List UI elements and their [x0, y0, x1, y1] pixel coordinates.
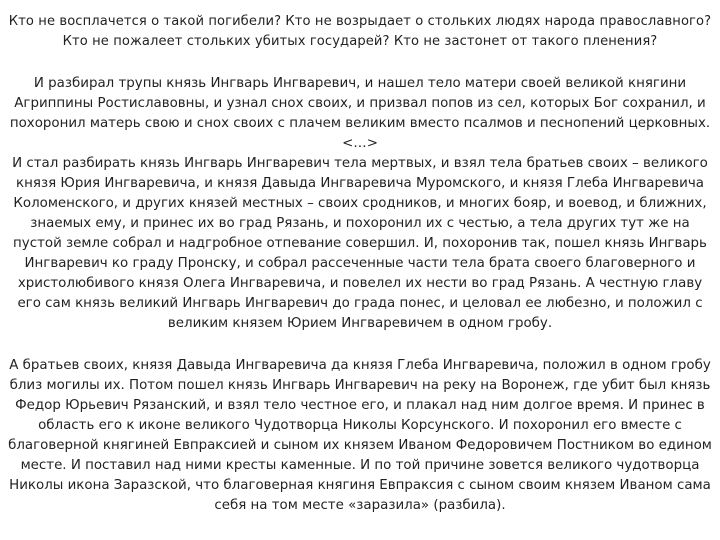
paragraph-burial-mother: И разбирал трупы князь Ингварь Ингваревич, и нашел тело матери своей великой княгини Агриппины Ростиславовны, и узнал снох своих, и призвал попов из сел, которых Бог сохранил, и похоронил матерь свою и снох своих с плачем великим вместо псалмов и песнопений церковных. <…> — [9, 76, 711, 151]
document-page — [8, 12, 712, 516]
paragraph-spacer — [8, 334, 712, 356]
paragraph-burial-fedor: А братьев своих, князя Давыда Ингваревича да князя Глеба Ингваревича, положил в одном гробу близ могилы их. Потом пошел князь Ингварь Ингваревич на реку на Воронеж, где убит был князь Федор Юрьевич Рязанский, и взял тело честное его, и плакал над ним долгое время. И принес в область его к иконе великого Чудотворца Николы Корсунского. И похоронил его вместе с благоверной княгиней Евпраксией и сыном их князем Иваном Федоровичем Постником во едином месте. И поставил над ними кресты каменные. И по той причине зовется великого чудотворца Николы икона Заразской, что благоверная княгиня Евпраксия с сыном своим князем Иваном сама себя на том месте «заразила» (разбила). — [8, 358, 712, 513]
paragraph-lament: Кто не восплачется о такой погибели? Кто не возрыдает о стольких людях народа православного? Кто не пожалеет стольких убитых государей? Кто не застонет от такого пленения? — [8, 14, 712, 49]
paragraph-spacer — [8, 52, 712, 74]
paragraph-burial-brothers: И стал разбирать князь Ингварь Ингваревич тела мертвых, и взял тела братьев своих – великого князя Юрия Ингваревича, и князя Давыда Ингваревича Муромского, и князя Глеба Ингваревича Коломенского, и других князей местных – своих сродников, и многих бояр, и воевод, и ближних, знаемых ему, и принес их во град Рязань, и похоронил их с честью, а тела других тут же на пустой земле собрал и надгробное отпевание совершил. И, похоронив так, пошел князь Ингварь Ингваревич ко граду Пронску, и собрал рассеченные части тела брата своего благоверного и христолюбивого князя Олега Ингваревича, и повелел их нести во град Рязань. А честную главу его сам князь великий Ингварь Ингваревич до града понес, и целовал ее любезно, и положил с великим князем Юрием Ингваревичем в одном гробу. — [12, 156, 708, 331]
